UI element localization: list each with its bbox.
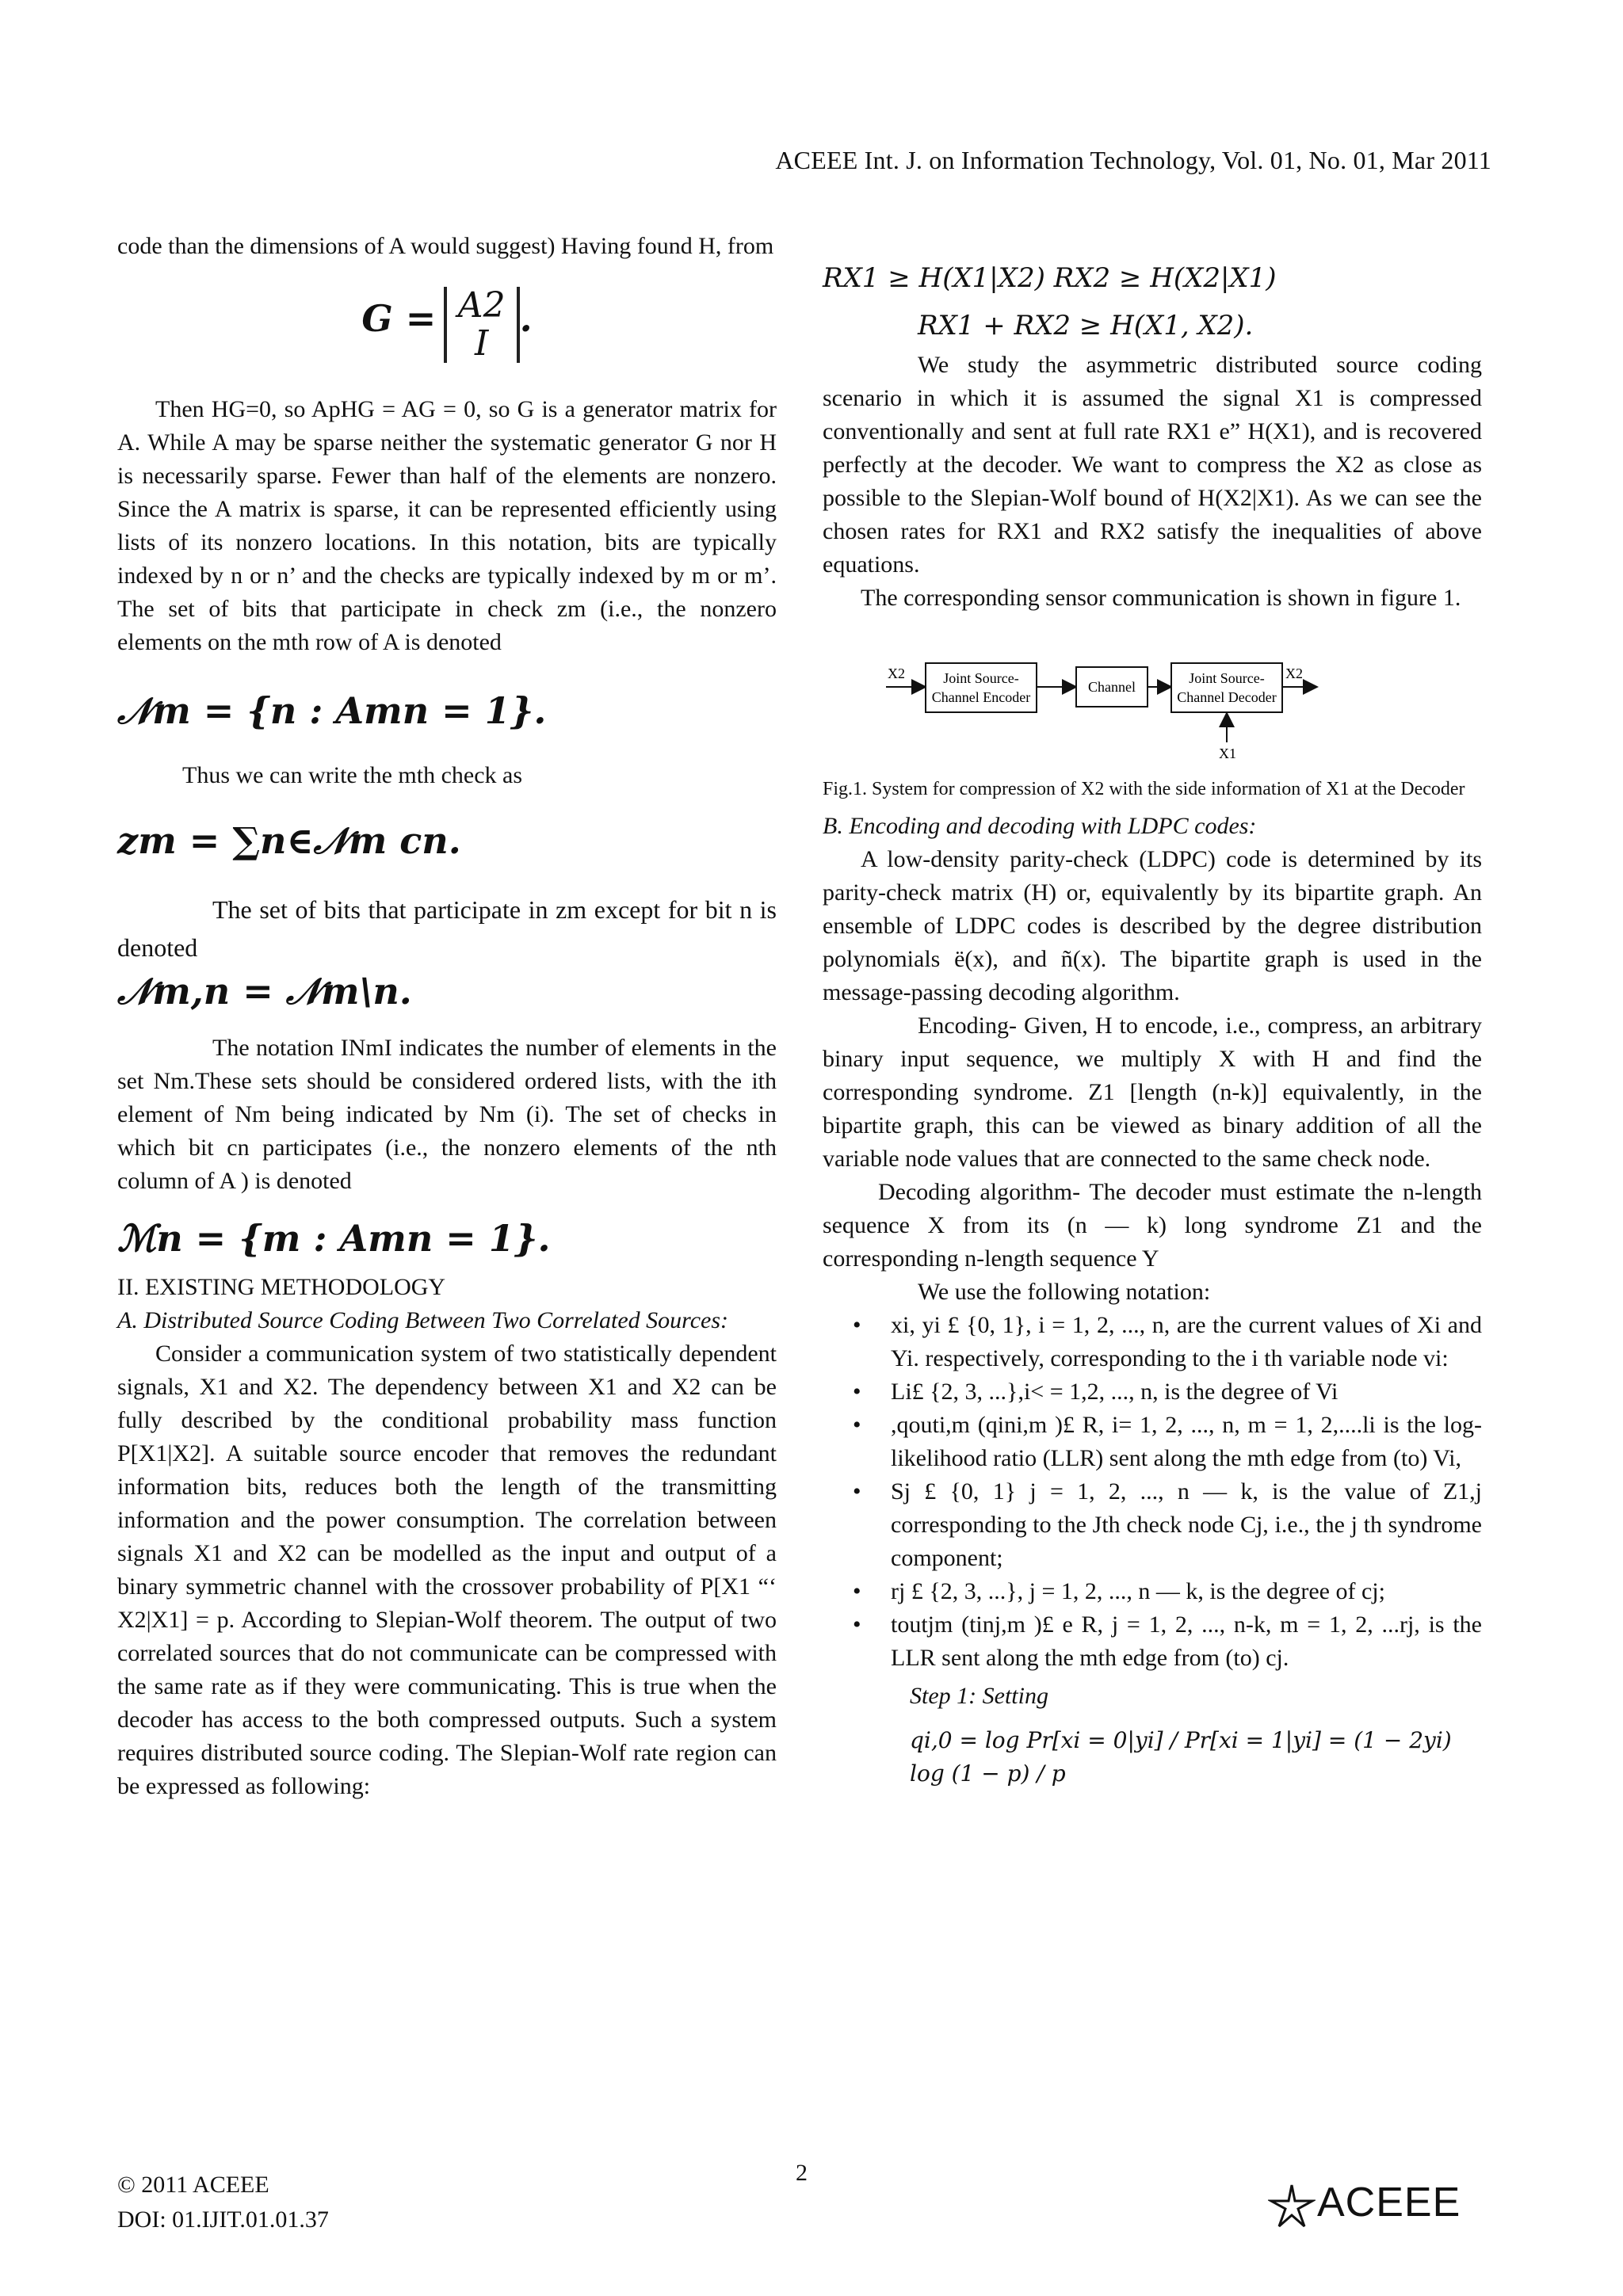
right-paragraph-5: Decoding algorithm- The decoder must estimate the n-length sequence X from its (n — k) long syndrome Z1 and the corresponding n-length sequence Y bbox=[823, 1179, 1482, 1272]
running-head: ACEEE Int. J. on Information Technology, Vol. 01, No. 01, Mar 2011 bbox=[775, 146, 1491, 174]
publisher-logo bbox=[1268, 2180, 1490, 2228]
left-paragraph-5: The notation INmI indicates the number of elements in the set Nm.These sets should be considered ordered lists, with the ith element of Nm being indicated by Nm (i). The set of checks in which bit cn participates (i.e., the nonzero elements of the nth column of A ) is denoted bbox=[117, 1035, 777, 1194]
subsection-b-heading: B. Encoding and decoding with LDPC codes: bbox=[823, 813, 1257, 839]
equation-nmn: 𝒩m,n = 𝒩m\n. bbox=[117, 970, 412, 1013]
bullet-text: toutjm (tinj,m )£ e R, j = 1, 2, ..., n-k, m = 1, 2, ...rj, is the LLR sent along the mth edge from (to) cj. bbox=[891, 1611, 1482, 1671]
bullet-text: xi, yi £ {0, 1}, i = 1, 2, ..., n, are the current values of Xi and Yi. respectively, corresponding to the i th variable node vi: bbox=[891, 1312, 1482, 1371]
right-paragraph-4: Encoding- Given, H to encode, i.e., compress, an arbitrary binary input sequence, we multiply X with H and find the corresponding syndrome. Z1 [length (n-k)] equivalently, in the bipartite graph, this can be viewed as binary addition of all the variable node values that are connected to the same check node. bbox=[823, 1013, 1482, 1172]
figure-1-svg bbox=[823, 643, 1482, 762]
equation-zm: zm = ∑n∈𝒩m cn. bbox=[117, 819, 461, 862]
right-paragraph-3: A low-density parity-check (LDPC) code is determined by its parity-check matrix (H) or, equivalently by its bipartite graph. An ensemble of LDPC codes is described by the degree distribution polynomials ë(x), and ñ(x). The bipartite graph is used in the message-passing decoding algorithm. bbox=[823, 846, 1482, 1005]
equation-g: G = A2 I . bbox=[361, 285, 533, 364]
bullet-item: • xi, yi £ {0, 1}, i = 1, 2, ..., n, are the current values of Xi and Yi. respectively, corresponding to the i th variable node vi: bbox=[853, 1312, 1482, 1371]
left-column bbox=[117, 230, 777, 1803]
right-paragraph-6: We use the following notation: bbox=[918, 1279, 1211, 1305]
left-paragraph-4: The set of bits that participate in zm except for bit n is denoted bbox=[117, 895, 777, 962]
equation-g-lhs: G = bbox=[361, 297, 437, 340]
bullet-text: Li£ {2, 3, ...},i< = 1,2, ..., n, is the degree of Vi bbox=[891, 1379, 1338, 1405]
step-1-heading: Step 1: Setting bbox=[910, 1683, 1048, 1709]
equation-mn: ℳn = {m : Amn = 1}. bbox=[117, 1217, 551, 1260]
logo-text: ACEEE bbox=[1317, 2180, 1461, 2225]
bullet-item: • ,qouti,m (qini,m )£ R, i= 1, 2, ..., n, m = 1, 2,....li is the log-likelihood ratio (LLR) sent along the mth edge from (to) Vi, bbox=[853, 1412, 1482, 1471]
left-paragraph-2: Then HG=0, so ApHG = AG = 0, so G is a generator matrix for A. While A may be sparse neither the systematic generator G nor H is necessarily sparse. Fewer than half of the elements are nonzero. Since the A matrix is sparse, it can be represented efficiently using lists of its nonzero locations. In this notation, bits are typically indexed by n or n’ and the checks are typically indexed by m or m’. The set of bits that participate in check zm (i.e., the nonzero elements on the mth row of A is denoted bbox=[117, 396, 777, 655]
channel-label: Channel bbox=[1088, 679, 1136, 695]
bullet-item: • toutjm (tinj,m )£ e R, j = 1, 2, ..., n-k, m = 1, 2, ...rj, is the LLR sent along the mth edge from (to) cj. bbox=[853, 1611, 1482, 1671]
encoder-label-1: Joint Source- bbox=[943, 670, 1019, 686]
right-paragraph-2: The corresponding sensor communication is shown in figure 1. bbox=[861, 585, 1461, 611]
right-paragraph-1: We study the asymmetric distributed source coding scenario in which it is assumed the signal X1 is compressed conventionally and sent at full rate RX1 e” H(X1), and is recovered perfectly at the decoder. We want to compress the X2 as close as possible to the Slepian-Wolf bound of H(X2|X1). As we can see the chosen rates for RX1 and RX2 satisfy the inequalities of above equations. bbox=[823, 352, 1482, 578]
decoder-label-1: Joint Source- bbox=[1189, 670, 1265, 686]
bullet-item: • Sj £ {0, 1} j = 1, 2, ..., n — k, is the value of Z1,j corresponding to the Jth check node Cj, i.e., the j th syndrome component; bbox=[853, 1478, 1482, 1571]
figure-1-diagram bbox=[823, 643, 1482, 762]
left-paragraph-1: code than the dimensions of A would suggest) Having found H, from bbox=[117, 233, 774, 259]
bullet-text: rj £ {2, 3, ...}, j = 1, 2, ..., n — k, is the degree of cj; bbox=[891, 1578, 1385, 1604]
bullet-item: • rj £ {2, 3, ...}, j = 1, 2, ..., n — k, is the degree of cj; bbox=[853, 1578, 1385, 1604]
footer-left bbox=[117, 2168, 329, 2237]
encoder-label-2: Channel Encoder bbox=[931, 689, 1031, 705]
bullet-text: Sj £ {0, 1} j = 1, 2, ..., n — k, is the value of Z1,j corresponding to the Jth check node Cj, i.e., the j th syndrome component; bbox=[891, 1478, 1482, 1571]
equation-rate-1: RX1 ≥ H(X1|X2) RX2 ≥ H(X2|X1) bbox=[823, 262, 1277, 294]
section-heading: II. EXISTING METHODOLOGY bbox=[117, 1274, 446, 1300]
left-paragraph-6: Consider a communication system of two statistically dependent signals, X1 and X2. The dependency between X1 and X2 can be fully described by the conditional probability mass function P[X1|X2]. A suitable source encoder that removes the redundant information bits, reduces both the length of the transmitting information and the power consumption. The correlation between signals X1 and X2 can be modelled as the input and output of a binary symmetric channel with the crossover probability of P[X1 “‘ X2|X1] = p. According to Slepian-Wolf theorem. The output of two correlated sources that do not communicate can be compressed with the same rate as if they were communicating. This is true when the decoder has access to the both compressed outputs. Such a system requires distributed source coding. The Slepian-Wolf rate region can be expressed as following: bbox=[117, 1341, 777, 1799]
figure-output-label: X2 bbox=[1285, 666, 1303, 681]
figure-input-label: X2 bbox=[888, 666, 905, 681]
left-paragraph-3: Thus we can write the mth check as bbox=[182, 762, 523, 788]
equation-g-matrix bbox=[444, 287, 520, 363]
figure-1-caption: Fig.1. System for compression of X2 with the side information of X1 at the Decoder bbox=[823, 779, 1465, 799]
doi: DOI: 01.IJIT.01.01.37 bbox=[117, 2206, 329, 2233]
equation-rate-2: RX1 + RX2 ≥ H(X1, X2). bbox=[918, 310, 1254, 341]
figure-side-label: X1 bbox=[1219, 746, 1236, 761]
star-logo-icon bbox=[1268, 2183, 1316, 2228]
bullet-text: ,qouti,m (qini,m )£ R, i= 1, 2, ..., n, m = 1, 2,....li is the log-likelihood ratio (LLR) sent along the mth edge from (to) Vi, bbox=[891, 1412, 1482, 1471]
decoder-label-2: Channel Decoder bbox=[1177, 689, 1277, 705]
copyright: © 2011 ACEEE bbox=[117, 2172, 269, 2198]
page-number: 2 bbox=[796, 2160, 808, 2186]
equation-g-bottom: I bbox=[474, 323, 489, 364]
right-column bbox=[823, 230, 1482, 1791]
equation-q: qi,0 = log Pr[xi = 0|yi] / Pr[xi = 1|yi] = (1 − 2yi) log (1 − p) / p bbox=[910, 1727, 1452, 1787]
equation-g-top: A2 bbox=[457, 285, 506, 326]
subsection-a-heading: A. Distributed Source Coding Between Two Correlated Sources: bbox=[117, 1307, 729, 1333]
equation-nm: 𝒩m = {n : Amn = 1}. bbox=[117, 689, 547, 732]
bullet-item: • Li£ {2, 3, ...},i< = 1,2, ..., n, is the degree of Vi bbox=[853, 1379, 1338, 1405]
